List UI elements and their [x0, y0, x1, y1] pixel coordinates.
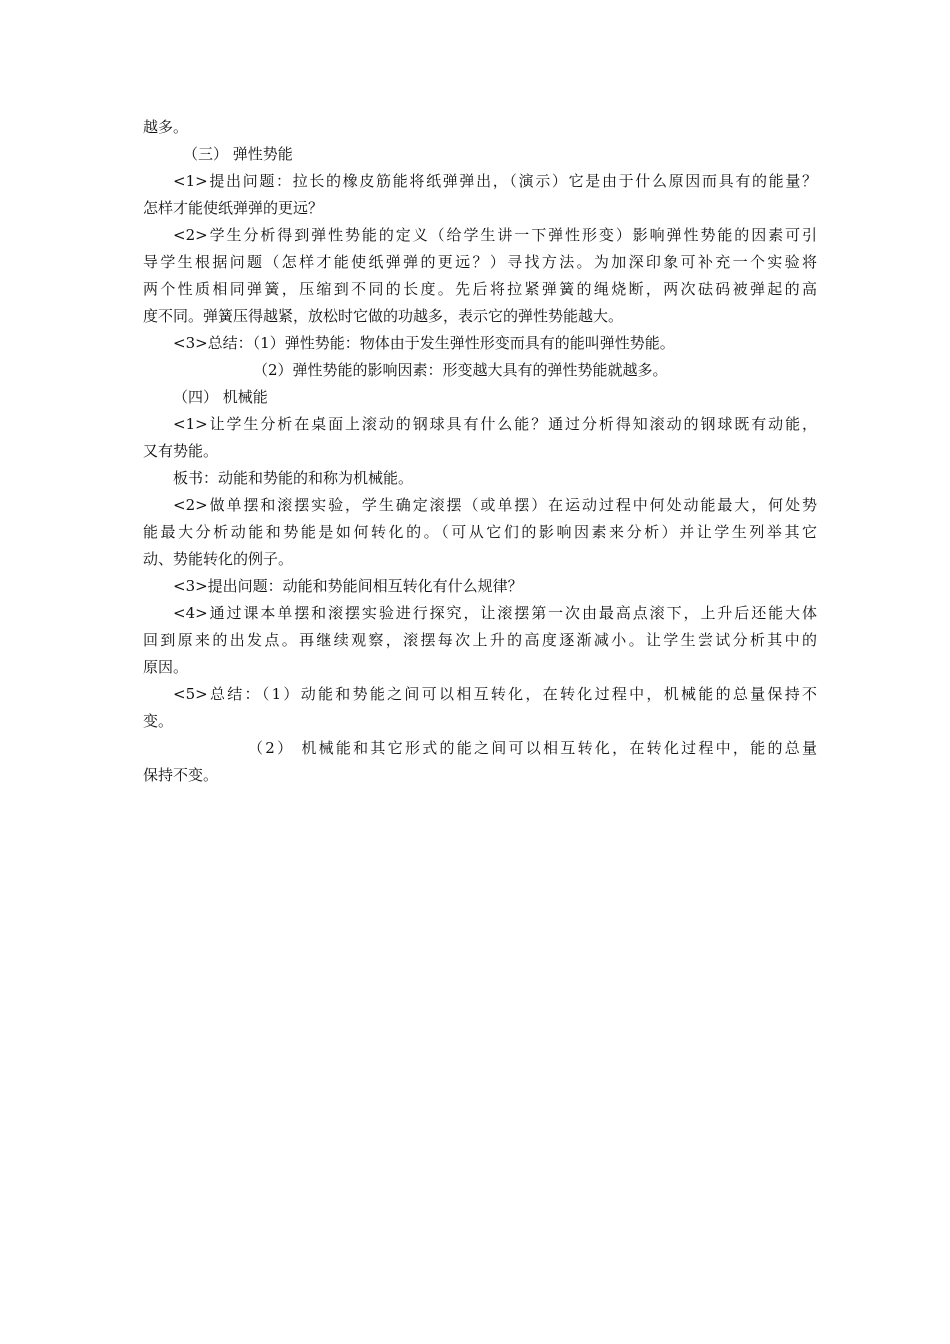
document-body	[143, 114, 817, 789]
paragraph-line: <1>让学生分析在桌面上滚动的钢球具有什么能？通过分析得知滚动的钢球既有动能，	[173, 415, 817, 433]
paragraph-line: <1>提出问题：拉长的橡皮筋能将纸弹弹出，（演示）它是由于什么原因而具有的能量？	[173, 172, 817, 190]
paragraph-line: 原因。	[143, 658, 189, 676]
paragraph-line: 导学生根据问题（怎样才能使纸弹弹的更远？）寻找方法。为加深印象可补充一个实验将	[143, 253, 817, 271]
paragraph-line: 板书：动能和势能的和称为机械能。	[173, 469, 414, 487]
paragraph-line: 保持不变。	[143, 766, 219, 784]
paragraph-line: （2）弹性势能的影响因素：形变越大具有的弹性势能就越多。	[253, 361, 668, 379]
paragraph-line: 度不同。弹簧压得越紧，放松时它做的功越多，表示它的弹性势能越大。	[143, 307, 624, 325]
paragraph-line: 越多。	[143, 118, 189, 136]
paragraph-line: 怎样才能使纸弹弹的更远？	[143, 199, 324, 217]
section-heading-elastic-potential-energy: （三） 弹性势能	[183, 145, 293, 163]
paragraph-line: <3>总结：（1）弹性势能：物体由于发生弹性形变而具有的能叫弹性势能。	[173, 334, 675, 352]
paragraph-line: <3>提出问题：动能和势能间相互转化有什么规律？	[173, 577, 523, 595]
paragraph-line: <2>做单摆和滚摆实验，学生确定滚摆（或单摆）在运动过程中何处动能最大，何处势	[173, 496, 817, 514]
paragraph-line: 变。	[143, 712, 174, 730]
paragraph-line: <4>通过课本单摆和滚摆实验进行探究，让滚摆第一次由最高点滚下，上升后还能大体	[173, 604, 817, 622]
paragraph-line: 动、势能转化的例子。	[143, 550, 294, 568]
paragraph-line: <5>总结：（1）动能和势能之间可以相互转化，在转化过程中，机械能的总量保持不	[173, 685, 817, 703]
paragraph-line: 又有势能。	[143, 442, 219, 460]
paragraph-line: 回到原来的出发点。再继续观察，滚摆每次上升的高度逐渐减小。让学生尝试分析其中的	[143, 631, 817, 649]
section-heading-mechanical-energy: （四） 机械能	[173, 388, 268, 406]
paragraph-line: （2） 机械能和其它形式的能之间可以相互转化，在转化过程中，能的总量	[248, 739, 817, 757]
paragraph-line: 两个性质相同弹簧，压缩到不同的长度。先后将拉紧弹簧的绳烧断，两次砝码被弹起的高	[143, 280, 817, 298]
paragraph-line: 能最大分析动能和势能是如何转化的。（可从它们的影响因素来分析）并让学生列举其它	[143, 523, 817, 541]
paragraph-line: <2>学生分析得到弹性势能的定义（给学生讲一下弹性形变）影响弹性势能的因素可引	[173, 226, 817, 244]
